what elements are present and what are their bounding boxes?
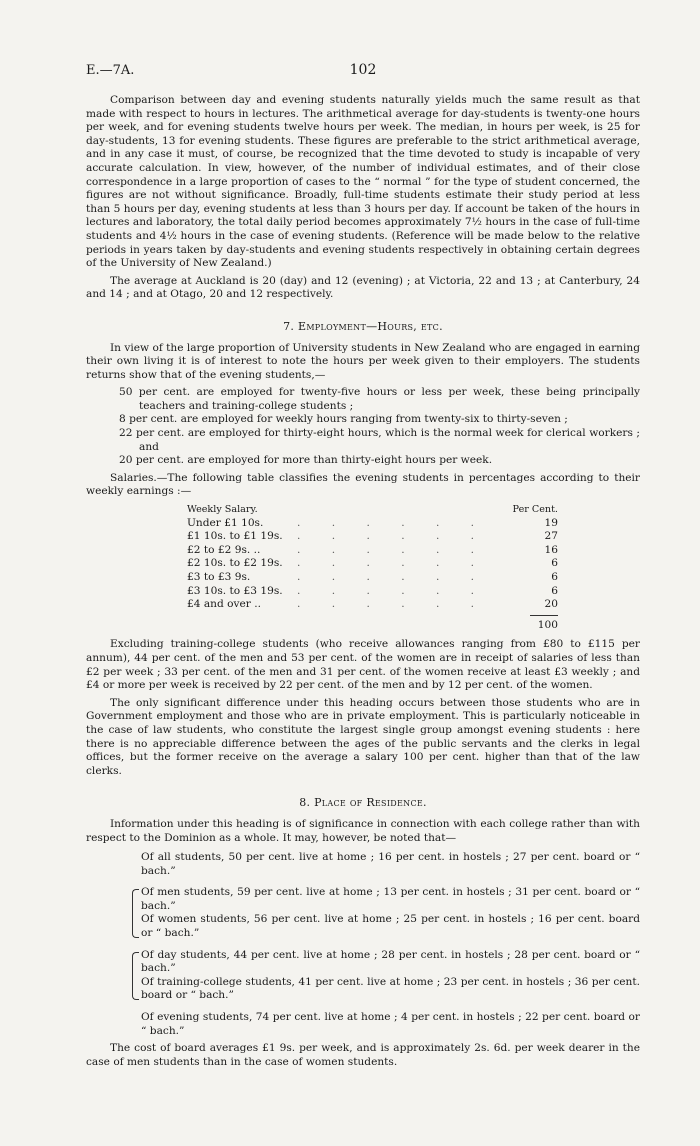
intro-paragraph: Comparison between day and evening students naturally yields much the same result as that made with respect to hours in lectures. The arithmetical average for day-students is twenty-one hours per week, and for evening students twelve hours per week. The median, in hours per week, is 25 for day-students, 13 for evening students. These figures are preferable to the strict arithmetical average, and in any case it must, of course, be recognized that the time devoted to study is incapable of very accurate calculation. In view, however, of the number of individual estimates, and of their close correspondence in a large proportion of cases to the “ normal ” for the type of student concerned, the figures are not without significance. Broadly, full-time students estimate their study period at less than 5 hours per day, evening students at less than 3 hours per day. If account be taken of the hours in lectures and laboratory, the total daily period becomes approximately 7½ hours in the case of full-time students and 4½ hours in the case of evening students. (Reference will be made below to the relative periods in years taken by day-students and evening students respectively in obtaining certain degrees of the University of New Zealand.) xyxy=(86,94,640,270)
page-content xyxy=(86,94,640,1069)
salary-total: 100 xyxy=(537,618,558,631)
leader-dots: . . . . . . xyxy=(297,584,489,597)
total-rule xyxy=(530,615,558,616)
residence-brace-men-women xyxy=(141,886,640,940)
table-row xyxy=(187,517,558,531)
column-header-salary: Weekly Salary. xyxy=(187,504,258,516)
salary-label: £3 to £3 9s. xyxy=(187,571,251,583)
leader-dots: . . . . . . xyxy=(297,516,489,529)
column-header-percent: Per Cent. xyxy=(512,504,558,516)
leader-dots: . . . . . . xyxy=(297,530,489,543)
page-number: 102 xyxy=(349,62,377,78)
salary-label: Under £1 10s. xyxy=(187,516,264,529)
residence-men-students: Of men students, 59 per cent. live at home ; 13 per cent. in hostels ; 31 per cent. board or “ bach.” xyxy=(141,886,640,912)
salary-label: £3 10s. to £3 19s. xyxy=(187,584,283,597)
average-paragraph: The average at Auckland is 20 (day) and 12 (evening) ; at Victoria, 22 and 13 ; at Canterbury, 24 and 14 ; and at Otago, 20 and 12 respectively. xyxy=(86,274,640,301)
employment-list-item: 8 per cent. are employed for weekly hours ranging from twenty-six to thirty-seven ; xyxy=(119,413,568,426)
salary-label: £2 10s. to £2 19s. xyxy=(187,557,283,570)
employment-list-item: 20 per cent. are employed for more than thirty-eight hours per week. xyxy=(119,454,493,467)
residence-evening-students: Of evening students, 74 per cent. live at home ; 4 per cent. in hostels ; 22 per cent. board or “ bach.” xyxy=(141,1011,640,1037)
percent-value: 19 xyxy=(544,516,558,529)
residence-women-students: Of women students, 56 per cent. live at home ; 25 per cent. in hostels ; 16 per cent. board or “ bach.” xyxy=(141,913,640,940)
leader-dots: . . . . . . xyxy=(297,571,489,583)
salary-table-header xyxy=(187,503,558,517)
board-cost-paragraph: The cost of board averages £1 9s. per week, and is approximately 2s. 6d. per week dearer in the case of men students than in the case of women students. xyxy=(86,1042,640,1068)
employment-list xyxy=(86,386,640,468)
salary-label: £2 to £2 9s. .. xyxy=(187,543,261,556)
employment-section-title: 7. Employment—Hours, etc. xyxy=(283,319,443,333)
residence-list xyxy=(141,851,640,1038)
residence-intro-paragraph: Information under this heading is of significance in connection with each college rather than with respect to the Dominion as a whole. It may, however, be noted that— xyxy=(86,817,640,844)
table-row xyxy=(187,544,558,558)
percent-value: 20 xyxy=(544,598,558,611)
salary-label: £4 and over .. xyxy=(187,598,261,611)
leader-dots: . . . . . . xyxy=(297,598,489,611)
percent-value: 6 xyxy=(551,571,558,583)
employment-list-item: 22 per cent. are employed for thirty-eight hours, which is the normal week for clerical workers ; and xyxy=(119,427,640,453)
percent-value: 27 xyxy=(544,530,558,543)
excluding-paragraph: Excluding training-college students (who receive allowances ranging from £80 to £115 per annum), 44 per cent. of the men and 53 per cent. of the women are in receipt of salaries of less than £2 per week ; 33 per cent. of the men and 31 per cent. of the women receive at least £3 weekly ; and £4 or more per week is received by 22 per cent. of the men and by 12 per cent. of the women. xyxy=(86,638,640,692)
percent-value: 16 xyxy=(544,543,558,556)
salaries-intro-paragraph: Salaries.—The following table classifies the evening students in percentages according to their weekly earnings :— xyxy=(86,471,640,498)
table-row xyxy=(187,585,558,599)
residence-all-students: Of all students, 50 per cent. live at home ; 16 per cent. in hostels ; 27 per cent. board or “ bach.” xyxy=(141,851,640,877)
document-code: E.—7A. xyxy=(86,63,135,78)
significant-difference-paragraph: The only significant difference under this heading occurs between those students who are in Government employment and those who are in private employment. This is particularly noticeable in the case of law students, who constitute the largest single group amongst evening students : here there is no appreciable difference between the ages of the public servants and the clerks in legal offices, but the former receive on the average a salary 100 per cent. higher than that of the law clerks. xyxy=(86,696,640,777)
employment-intro-paragraph: In view of the large proportion of University students in New Zealand who are engaged in earning their own living it is of interest to note the hours per week given to their employers. The students returns show that of the evening students,— xyxy=(86,341,640,381)
table-row xyxy=(187,557,558,571)
salary-table xyxy=(187,503,558,632)
percent-value: 6 xyxy=(551,557,558,570)
table-row xyxy=(187,530,558,544)
residence-training-college-students: Of training-college students, 41 per cent. live at home ; 23 per cent. in hostels ; 36 per cent. board or “ bach.” xyxy=(141,975,640,1002)
residence-section-title: 8. Place of Residence. xyxy=(299,796,427,810)
salary-label: £1 10s. to £1 19s. xyxy=(187,530,283,543)
residence-brace-day-training xyxy=(141,949,640,1003)
percent-value: 6 xyxy=(551,584,558,597)
table-row xyxy=(187,571,558,585)
leader-dots: . . . . . . xyxy=(297,557,489,570)
page-header xyxy=(86,64,640,84)
table-row xyxy=(187,598,558,612)
employment-list-item: 50 per cent. are employed for twenty-five hours or less per week, these being principally teachers and training-college students ; xyxy=(119,386,640,412)
leader-dots: . . . . . . xyxy=(297,543,489,556)
residence-day-students: Of day students, 44 per cent. live at home ; 28 per cent. in hostels ; 28 per cent. board or “ bach.” xyxy=(141,948,640,975)
